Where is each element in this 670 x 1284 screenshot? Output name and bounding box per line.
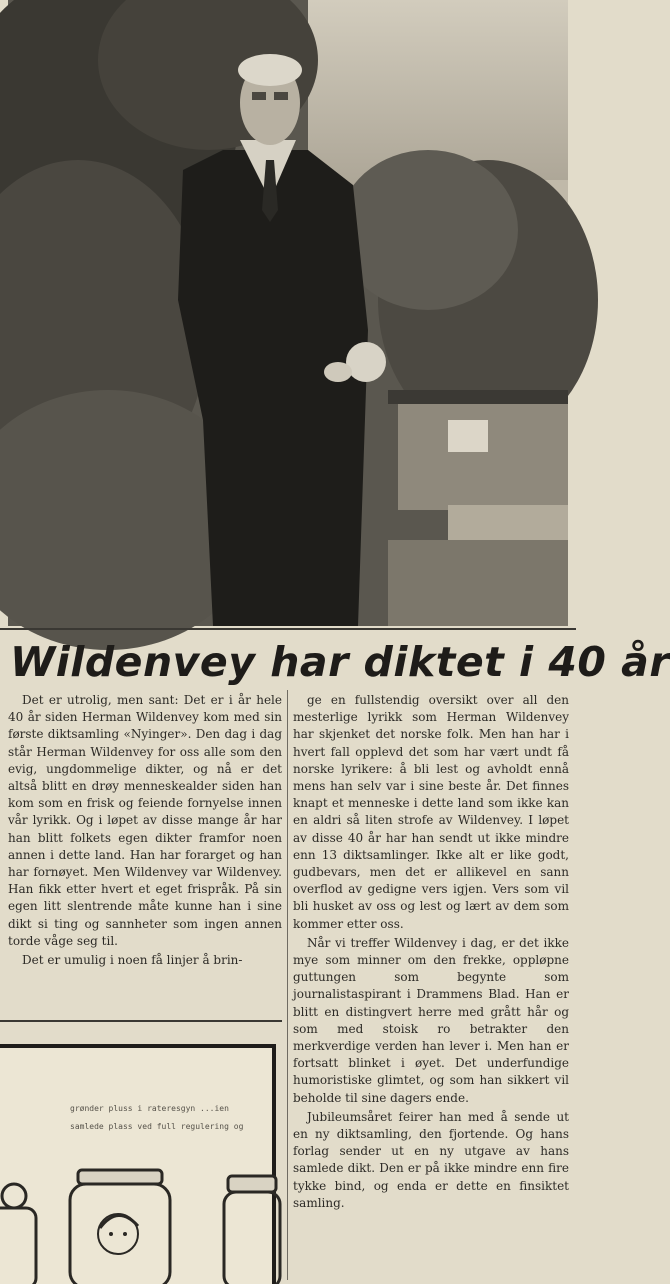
article-paragraph: Det er umulig i noen få linjer å brin-	[22, 953, 243, 968]
article-column-left	[8, 692, 282, 971]
jars-illustration	[0, 1168, 272, 1284]
advertisement-line: samlede plass ved full regulering og	[70, 1122, 244, 1131]
photo-illustration	[8, 0, 568, 626]
column-divider	[287, 690, 288, 1280]
article-paragraph: ge en fullstendig oversikt over all den mesterlige lyrikk som Herman Wildenvey har skjenket det norske folk. Men han har i hvert fall opplevd det som har vært undt få norske lyrikere: å bli lest og avholdt ennå mens han selv var i sine beste år. Det finnes knapt et menneske i dette land som ikke kan en aldri så liten strofe av Wildenvey. I løpet av disse 40 år har han sendt ut ikke mindre enn 13 diktsamlinger. Ikke alt er like godt, gudbevars, men det er allikevel en sann overflod av gedigne vers igjen. Vers som vil bli husket av oss og lest og lært av dem som kommer etter oss.	[293, 693, 569, 931]
advertisement-text	[70, 1100, 270, 1136]
advertisement-box	[0, 1044, 276, 1284]
portrait-photo	[8, 0, 568, 626]
article-paragraph: Det er utrolig, men sant: Det er i år hele 40 år siden Herman Wildenvey kom med sin første diktsamling «Nyinger». Den dag i dag står Herman Wildenvey for oss alle som den evig, ungdommelige dikter, og nå er det altså blitt en drøy menneskealder siden han kom som en frisk og feiende fornyelse innen vår lyrikk. Og i løpet av disse mange år har han blitt folkets egen dikter framfor noen annen i dette land. Han har forarget og han har fornøyet. Men Wildenvey var Wildenvey. Han fikk etter hvert et eget frispråk. På sin egen litt slentrende måte kunne han i sine dikt si ting og sannheter som ingen annen torde våge seg til.	[8, 693, 282, 948]
article-paragraph: Når vi treffer Wildenvey i dag, er det ikke mye som minner om den frekke, oppløpne guttungen som begynte som journalistaspirant i Drammens Blad. Han er blitt en distingvert herre med grått hår og som med stoisk ro betrakter den merkverdige verden han lever i. Men han er fortsatt blinket i øyet. Det underfundige humoristiske glimtet, og som han sikkert vil beholde til sine dagers ende.	[293, 935, 569, 1105]
article-paragraph: Jubileumsåret feirer han med å sende ut en ny diktsamling, den fjortende. Og hans forlag sender ut en ny utgave av hans samlede dikt. Den er på ikke mindre enn fire tykke bind, og enda er dette en finsiktet samling.	[293, 1109, 569, 1210]
article-headline: Wildenvey har diktet i 40 år	[10, 638, 670, 686]
advertisement-rule	[0, 1020, 282, 1022]
advertisement-line: grønder pluss i rateresgyn ...ien	[70, 1104, 229, 1113]
headline-rule	[0, 628, 576, 630]
article-column-right	[293, 692, 569, 1214]
